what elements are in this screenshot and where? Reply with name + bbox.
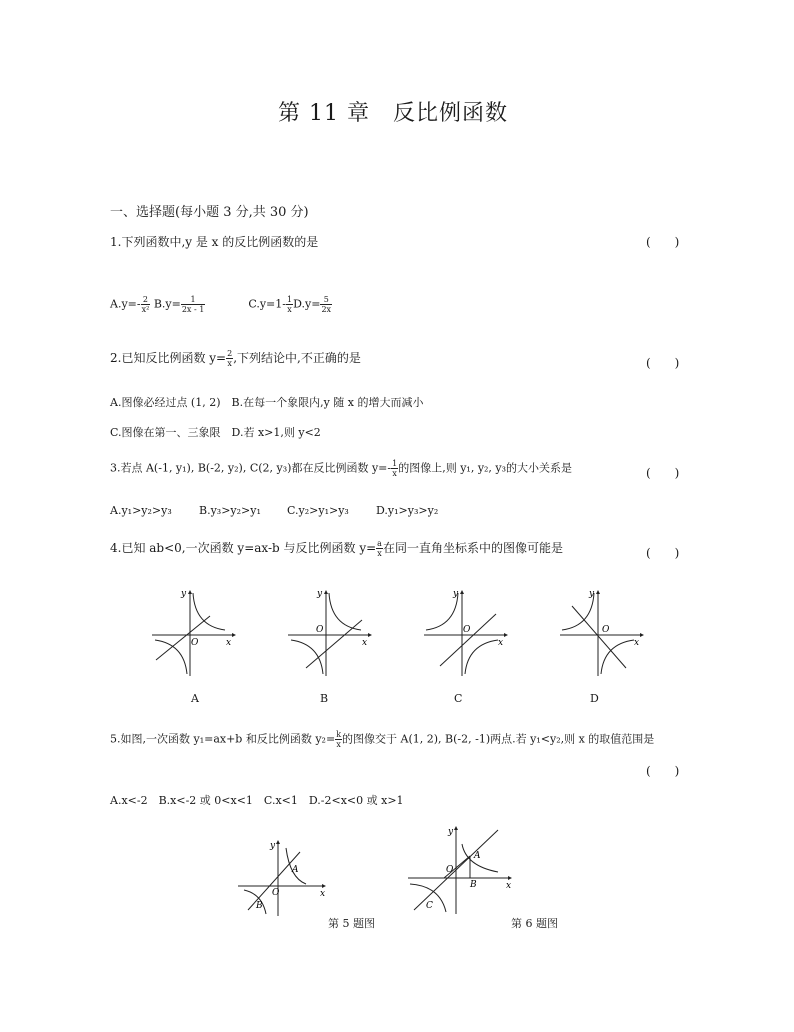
y-label: y bbox=[270, 841, 276, 851]
q3-option-b: B.y₃>y₂>y₁ bbox=[199, 504, 261, 517]
q5-stem-suffix: 的图像交于 A(1, 2), B(-2, -1)两点.若 y₁<y₂,则 x 的取值范围是 bbox=[342, 732, 655, 746]
y-label: y bbox=[589, 589, 595, 599]
origin-label: O bbox=[446, 865, 454, 875]
q3-denominator: x bbox=[392, 469, 397, 478]
question-1-answer-blank: ( ) bbox=[646, 235, 680, 249]
point-a-label: A bbox=[474, 851, 481, 861]
q4-denominator: x bbox=[377, 549, 382, 558]
x-label: x bbox=[506, 881, 512, 891]
question-5-answer-blank: ( ) bbox=[646, 764, 680, 778]
origin-label: O bbox=[316, 625, 324, 635]
q3-option-d: D.y₁>y₃>y₂ bbox=[376, 504, 439, 517]
x-label: x bbox=[362, 638, 368, 648]
q1-a-numerator: 2 bbox=[141, 295, 151, 305]
y-label: y bbox=[448, 827, 454, 837]
x-arrow-icon bbox=[232, 633, 236, 637]
q1-option-a-fraction bbox=[141, 295, 151, 314]
x-label: x bbox=[320, 889, 326, 899]
hyperbola-branch-2 bbox=[465, 640, 498, 674]
question-3-stem bbox=[110, 459, 572, 478]
origin-label: O bbox=[272, 888, 280, 898]
q5-denominator: x bbox=[336, 740, 341, 749]
x-label: x bbox=[498, 638, 504, 648]
x-arrow-icon bbox=[640, 633, 644, 637]
figure-5 bbox=[236, 838, 336, 918]
origin-label: O bbox=[191, 638, 199, 648]
q2-numerator: 2 bbox=[227, 349, 233, 358]
q2-denominator: x bbox=[227, 359, 232, 368]
q3-option-a: A.y₁>y₂>y₃ bbox=[110, 504, 172, 517]
q1-d-numerator: 5 bbox=[320, 295, 332, 305]
q5-stem-prefix: 5.如图,一次函数 y₁=ax+b 和反比例函数 y₂= bbox=[110, 732, 336, 746]
q2-stem-prefix: 2.已知反比例函数 y= bbox=[110, 351, 227, 365]
question-1-stem: 1.下列函数中,y 是 x 的反比例函数的是 bbox=[110, 235, 319, 249]
y-arrow-icon bbox=[188, 590, 192, 594]
q1-option-b-fraction bbox=[181, 295, 205, 314]
linear-function-line bbox=[306, 620, 362, 668]
q4-label-d: D bbox=[590, 692, 599, 705]
q3-stem-prefix: 3.若点 A(-1, y₁), B(-2, y₂), C(2, y₃)都在反比例函数 y=- bbox=[110, 461, 392, 475]
x-arrow-icon bbox=[368, 633, 372, 637]
q4-label-b: B bbox=[320, 692, 329, 705]
q1-option-d-prefix: D.y= bbox=[293, 297, 321, 311]
q3-stem-suffix: 的图像上,则 y₁, y₂, y₃的大小关系是 bbox=[398, 461, 573, 475]
linear-function-line bbox=[156, 616, 210, 660]
linear-function-line bbox=[440, 614, 496, 666]
q4-stem-suffix: 在同一直角坐标系中的图像可能是 bbox=[382, 541, 563, 555]
q1-a-denominator: x² bbox=[141, 305, 150, 314]
question-5-stem bbox=[110, 730, 654, 749]
question-1-options bbox=[110, 295, 332, 314]
x-label: x bbox=[226, 638, 232, 648]
x-label: x bbox=[634, 638, 640, 648]
origin-label: O bbox=[602, 625, 610, 635]
page-title: 第 11 章 反比例函数 bbox=[278, 101, 508, 126]
point-c-label: C bbox=[426, 901, 433, 911]
y-label: y bbox=[453, 589, 459, 599]
q1-d-denominator: 2x bbox=[321, 305, 332, 314]
question-2-options-ab: A.图像必经过点 (1, 2) B.在每一个象限内,y 随 x 的增大而减小 bbox=[110, 396, 424, 409]
x-arrow-icon bbox=[504, 633, 508, 637]
y-arrow-icon bbox=[454, 826, 458, 830]
q4-graph-d bbox=[558, 588, 648, 678]
point-a-label: A bbox=[292, 865, 299, 875]
q4-label-a: A bbox=[191, 692, 199, 705]
y-arrow-icon bbox=[460, 590, 464, 594]
q5-numerator: k bbox=[336, 730, 342, 739]
q1-b-denominator: 2x - 1 bbox=[181, 305, 205, 314]
question-2-options-cd: C.图像在第一、三象限 D.若 x>1,则 y<2 bbox=[110, 426, 321, 439]
question-4-answer-blank: ( ) bbox=[646, 546, 680, 560]
y-arrow-icon bbox=[596, 590, 600, 594]
linear-function-line bbox=[572, 606, 626, 668]
q4-fraction bbox=[376, 539, 383, 558]
q1-option-c-fraction bbox=[286, 295, 293, 314]
q4-graph-c bbox=[422, 588, 512, 678]
y-arrow-icon bbox=[324, 590, 328, 594]
q1-option-b-prefix: B.y= bbox=[153, 297, 181, 311]
y-label: y bbox=[181, 589, 187, 599]
hyperbola-branch-1 bbox=[193, 593, 225, 630]
q1-option-d-fraction bbox=[320, 295, 332, 314]
q4-numerator: a bbox=[377, 539, 382, 548]
q1-c-denominator: x bbox=[287, 305, 292, 314]
q4-graph-a bbox=[150, 588, 240, 678]
origin-label: O bbox=[463, 625, 471, 635]
figure-6-caption: 第 6 题图 bbox=[511, 917, 558, 930]
figure-6 bbox=[406, 824, 521, 916]
section-heading: 一、选择题(每小题 3 分,共 30 分) bbox=[110, 205, 309, 220]
point-b-label: B bbox=[256, 901, 263, 911]
question-5-options: A.x<-2 B.x<-2 或 0<x<1 C.x<1 D.-2<x<0 或 x>1 bbox=[110, 794, 404, 807]
q3-option-c: C.y₂>y₁>y₃ bbox=[287, 504, 349, 517]
figure-5-caption: 第 5 题图 bbox=[328, 917, 375, 930]
q4-stem-prefix: 4.已知 ab<0,一次函数 y=ax-b 与反比例函数 y= bbox=[110, 541, 377, 555]
y-label: y bbox=[317, 589, 323, 599]
q2-stem-suffix: ,下列结论中,不正确的是 bbox=[233, 351, 361, 365]
q1-b-numerator: 1 bbox=[181, 295, 205, 305]
y-arrow-icon bbox=[276, 840, 280, 844]
question-2-stem bbox=[110, 349, 361, 368]
q1-option-c-prefix: C.y=1- bbox=[248, 297, 286, 311]
q4-graph-b bbox=[286, 588, 376, 678]
x-arrow-icon bbox=[322, 884, 326, 888]
q1-c-numerator: 1 bbox=[286, 295, 293, 304]
q3-numerator: 1 bbox=[392, 459, 398, 468]
q1-option-a-prefix: A.y=- bbox=[110, 297, 141, 311]
q4-label-c: C bbox=[454, 692, 463, 705]
question-3-answer-blank: ( ) bbox=[646, 466, 680, 480]
question-4-stem bbox=[110, 539, 563, 558]
x-arrow-icon bbox=[508, 876, 512, 880]
point-b-label: B bbox=[470, 880, 477, 890]
question-2-answer-blank: ( ) bbox=[646, 356, 680, 370]
